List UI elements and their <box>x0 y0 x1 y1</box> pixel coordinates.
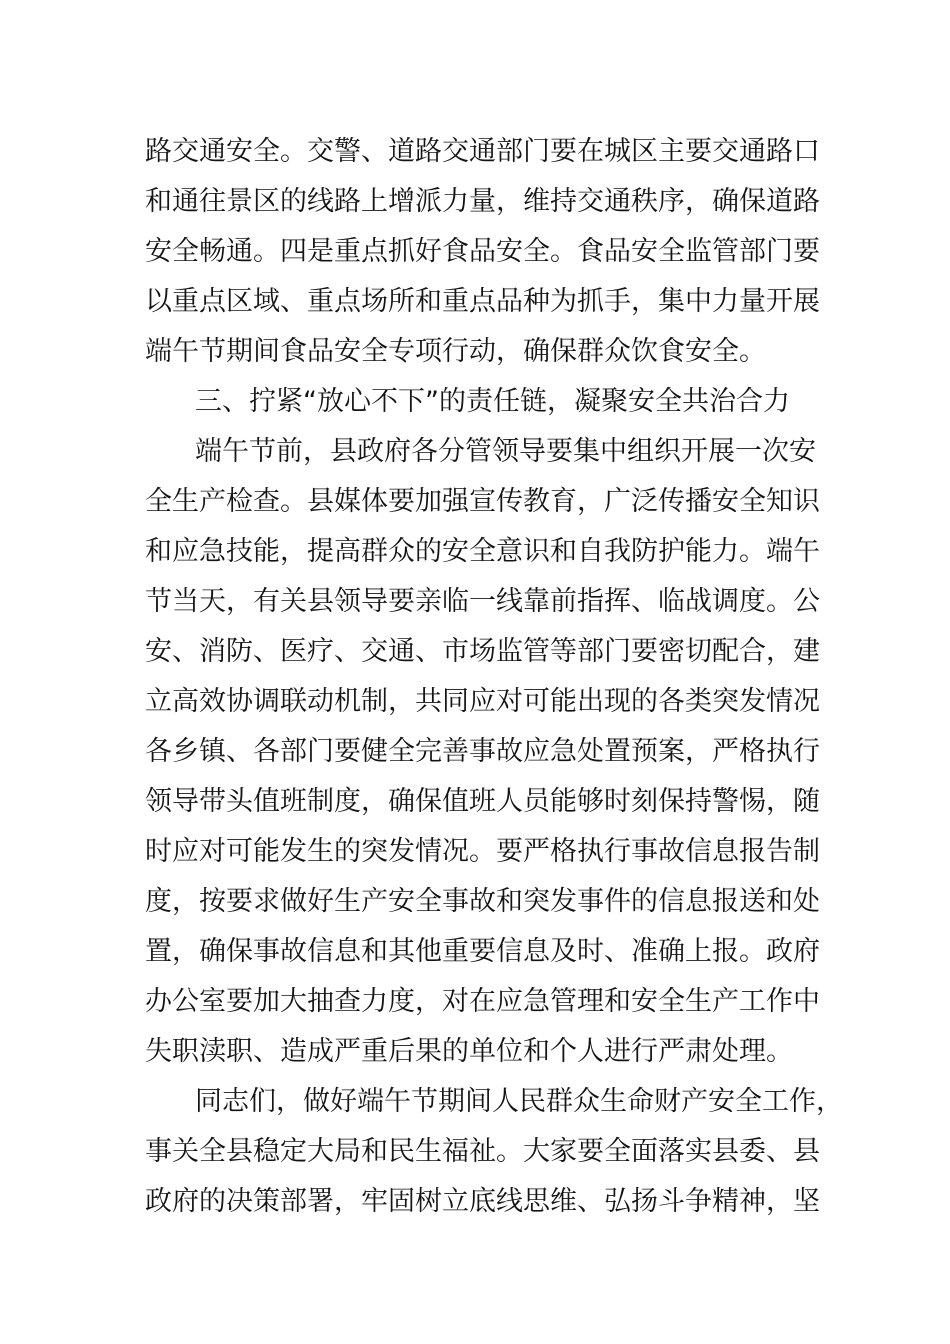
text-line: 和应急技能，提高群众的安全意识和自我防护能力。端午 <box>145 536 820 567</box>
text-line: 端午节前，县政府各分管领导要集中组织开展一次安 <box>195 436 816 467</box>
text-line: 端午节期间食品安全专项行动，确保群众饮食安全。 <box>145 336 766 367</box>
text-line: 安全畅通。四是重点抓好食品安全。食品安全监管部门要 <box>145 236 820 267</box>
text-line: 以重点区域、重点场所和重点品种为抓手，集中力量开展 <box>145 286 820 317</box>
text-line: 领导带头值班制度，确保值班人员能够时刻保持警惕，随 <box>145 786 820 817</box>
text-line: 全生产检查。县媒体要加强宣传教育，广泛传播安全知识 <box>145 486 820 517</box>
text-line: 路交通安全。交警、道路交通部门要在城区主要交通路口 <box>145 136 820 167</box>
text-line: 立高效协调联动机制，共同应对可能出现的各类突发情况 <box>145 686 820 717</box>
text-line: 节当天，有关县领导要亲临一线靠前指挥、临战调度。公 <box>145 586 820 617</box>
text-line: 各乡镇、各部门要健全完善事故应急处置预案，严格执行 <box>145 736 820 767</box>
text-line: 置，确保事故信息和其他重要信息及时、准确上报。政府 <box>145 936 820 967</box>
text-line: 和通往景区的线路上增派力量，维持交通秩序，确保道路 <box>145 186 820 217</box>
text-line: 安、消防、医疗、交通、市场监管等部门要密切配合，建 <box>145 636 820 667</box>
section-heading: 三、拧紧“放心不下”的责任链，凝聚安全共治合力 <box>195 386 790 417</box>
text-line: 同志们，做好端午节期间人民群众生命财产安全工作， <box>195 1086 843 1117</box>
text-line: 事关全县稳定大局和民生福祉。大家要全面落实县委、县 <box>145 1136 820 1167</box>
text-line: 办公室要加大抽查力度，对在应急管理和安全生产工作中 <box>145 986 820 1017</box>
text-line: 时应对可能发生的突发情况。要严格执行事故信息报告制 <box>145 836 820 867</box>
text-line: 政府的决策部署，牢固树立底线思维、弘扬斗争精神，坚 <box>145 1186 820 1217</box>
text-line: 失职渎职、造成严重后果的单位和个人进行严肃处理。 <box>145 1036 793 1067</box>
text-line: 度，按要求做好生产安全事故和突发事件的信息报送和处 <box>145 886 820 917</box>
